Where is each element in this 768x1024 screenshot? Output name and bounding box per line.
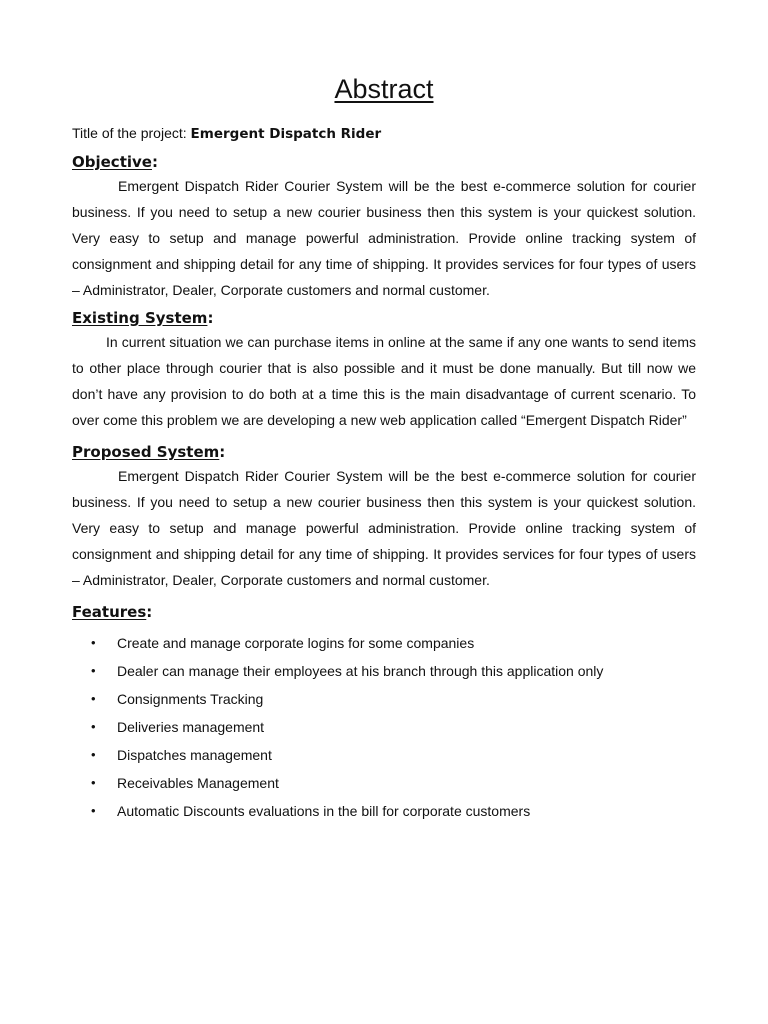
existing-system-paragraph: In current situation we can purchase items in online at the same if any one wants to send items to other place through courier that is also possible and it must be done manually. But till now we don’t have any provision to do both at a time this is the main disadvantage of current scenario. To over come this problem we are developing a new web application called “Emergent Dispatch Rider” (72, 334, 696, 428)
existing-system-heading-colon: : (207, 309, 214, 327)
list-item (72, 657, 696, 685)
proposed-system-heading-colon: : (219, 443, 226, 461)
feature-text: Dealer can manage their employees at his branch through this application only (117, 663, 604, 679)
features-list (72, 629, 696, 825)
existing-system-heading (72, 307, 696, 329)
objective-heading (72, 151, 696, 173)
list-item (72, 741, 696, 769)
list-item (72, 685, 696, 713)
existing-system-heading-label: Existing System (72, 309, 208, 327)
bullet-icon: • (91, 747, 96, 762)
bullet-icon: • (91, 719, 96, 734)
features-heading-label: Features (72, 603, 147, 621)
list-item (72, 769, 696, 797)
features-heading (72, 601, 696, 623)
bullet-icon: • (91, 803, 96, 818)
bullet-icon: • (91, 691, 96, 706)
project-title-label: Title of the project: (72, 125, 191, 141)
objective-heading-colon: : (151, 153, 158, 171)
list-item (72, 797, 696, 825)
feature-text: Dispatches management (117, 747, 272, 763)
features-heading-colon: : (146, 603, 153, 621)
document-page (72, 70, 696, 825)
objective-paragraph: Emergent Dispatch Rider Courier System will be the best e-commerce solution for courier business. If you need to setup a new courier business then this system is your quickest solution. Very easy to setup and manage powerful administration. Provide online tracking system of consignment and shipping detail for any time of shipping. It provides services for four types of users – Administrator, Dealer, Corporate customers and normal customer. (72, 178, 696, 298)
proposed-system-heading-label: Proposed System (72, 443, 220, 461)
project-title-value: Emergent Dispatch Rider (190, 126, 382, 142)
bullet-icon: • (91, 775, 96, 790)
feature-text: Receivables Management (117, 775, 279, 791)
project-title-line (72, 122, 696, 145)
objective-heading-label: Objective (72, 153, 152, 171)
bullet-icon: • (91, 663, 96, 678)
proposed-system-paragraph: Emergent Dispatch Rider Courier System will be the best e-commerce solution for courier business. If you need to setup a new courier business then this system is your quickest solution. Very easy to setup and manage powerful administration. Provide online tracking system of consignment and shipping detail for any time of shipping. It provides services for four types of users – Administrator, Dealer, Corporate customers and normal customer. (72, 468, 696, 588)
list-item (72, 629, 696, 657)
bullet-icon: • (91, 635, 96, 650)
feature-text: Consignments Tracking (117, 691, 264, 707)
feature-text: Create and manage corporate logins for some companies (117, 635, 475, 651)
list-item (72, 713, 696, 741)
proposed-system-heading (72, 441, 696, 463)
page-title: Abstract (334, 74, 434, 104)
feature-text: Deliveries management (117, 719, 265, 735)
feature-text: Automatic Discounts evaluations in the bill for corporate customers (117, 803, 531, 819)
